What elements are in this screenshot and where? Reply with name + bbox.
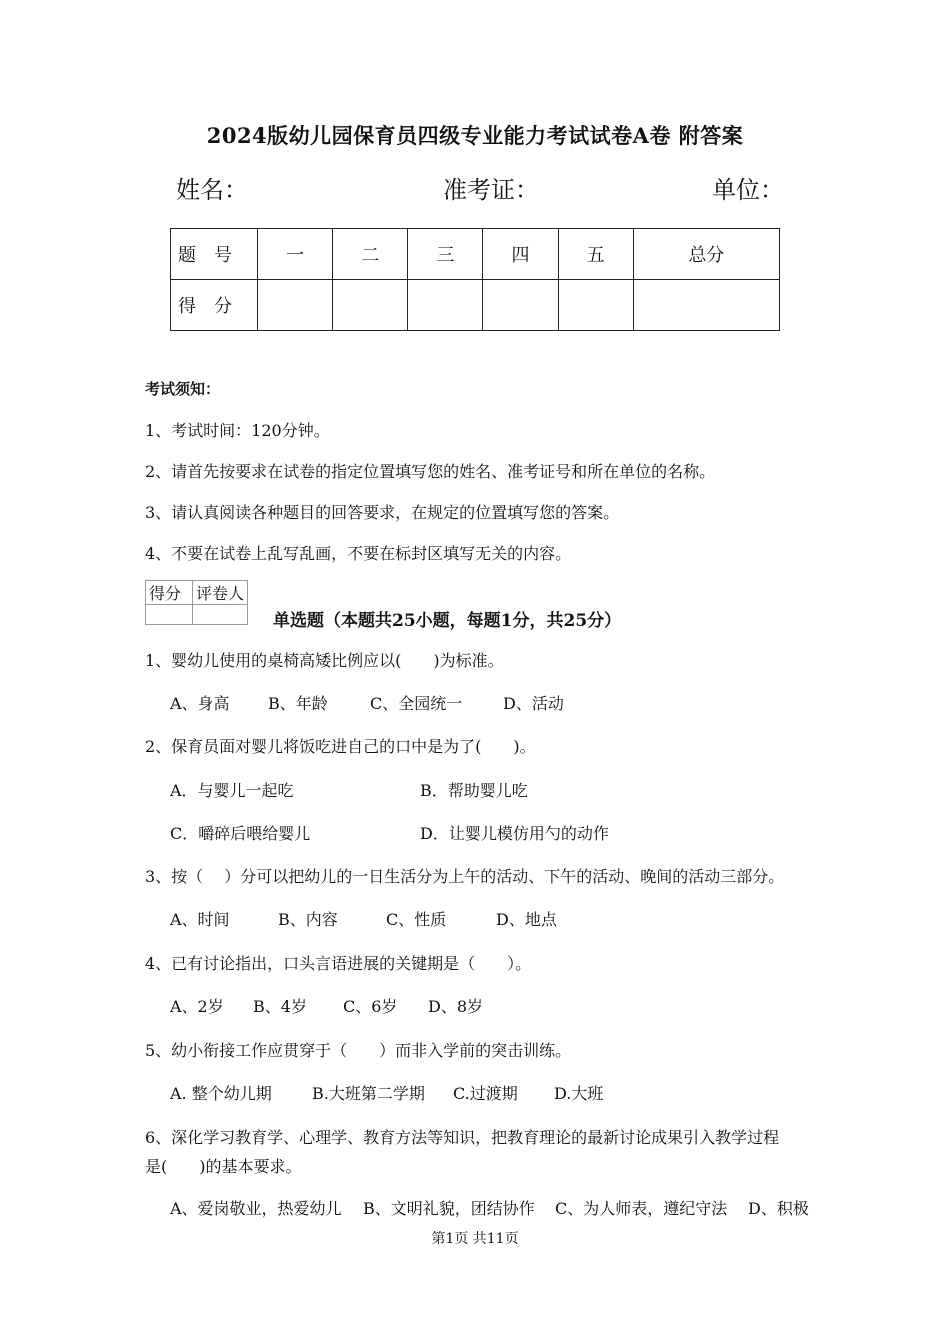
section-title: 单选题（本题共25小题，每题1分，共25分） [273,611,622,631]
question-stem: 4、已有讨论指出，口头言语进展的关键期是（ ）。 [145,954,532,973]
question-stem: 5、幼小衔接工作应贯穿于（ ）而非入学前的突击训练。 [145,1041,572,1060]
score-table-col: 三 [408,229,483,280]
question-option: C、为人师表，遵纪守法 [555,1199,728,1218]
question-option: C.过渡期 [453,1084,518,1103]
notice-item: 4、不要在试卷上乱写乱画，不要在标封区填写无关的内容。 [145,544,572,563]
score-table [170,228,780,331]
score-cell [333,280,408,331]
question-option: A、身高 [170,694,230,713]
page-title: 2024版幼儿园保育员四级专业能力考试试卷A卷 附答案 [206,123,744,148]
exam-id-label: 准考证： [443,176,539,204]
question-option: A、时间 [170,910,230,929]
question-option: B.大班第二学期 [312,1084,425,1103]
score-cell [258,280,333,331]
score-table-col-total: 总分 [633,229,779,280]
grader-score-cell [146,605,193,625]
question-stem: 6、深化学习教育学、心理学、教育方法等知识，把教育理论的最新讨论成果引入教学过程 [145,1128,780,1147]
question-option: A、2岁 [170,997,224,1016]
question-option: C．嚼碎后喂给婴儿 [170,824,311,843]
page-footer: 第1页 共11页 [431,1231,519,1247]
score-cell [558,280,633,331]
question-option: B、文明礼貌，团结协作 [363,1199,535,1218]
name-label: 姓名： [176,176,248,204]
question-option: D、活动 [503,694,564,713]
score-cell [633,280,779,331]
question-option: B、年龄 [268,694,328,713]
score-table-header-row [171,229,780,280]
grader-box [145,580,248,625]
score-cell [408,280,483,331]
score-table-col: 五 [558,229,633,280]
question-option: C、全园统一 [370,694,463,713]
question-option: D.大班 [554,1084,604,1103]
score-cell [483,280,558,331]
unit-label: 单位： [712,176,784,204]
question-stem: 1、婴幼儿使用的桌椅高矮比例应以( )为标准。 [145,651,504,670]
question-stem: 3、按（ ）分可以把幼儿的一日生活分为上午的活动、下午的活动、晚间的活动三部分。 [145,867,785,886]
question-stem: 2、保育员面对婴儿将饭吃进自己的口中是为了( )。 [145,737,536,756]
question-option: A．与婴儿一起吃 [170,781,294,800]
question-option: B、内容 [278,910,338,929]
notice-item: 3、请认真阅读各种题目的回答要求，在规定的位置填写您的答案。 [145,503,620,522]
question-stem-continued: 是( )的基本要求。 [145,1157,302,1176]
notice-heading: 考试须知： [145,380,221,398]
score-table-col: 四 [483,229,558,280]
grader-name-cell [193,605,248,625]
question-option: A、爱岗敬业，热爱幼儿 [170,1199,342,1218]
question-option: B、4岁 [253,997,307,1016]
score-table-col: 一 [258,229,333,280]
question-option: C、性质 [386,910,447,929]
question-option: D．让婴儿模仿用勺的动作 [420,824,609,843]
question-option: D、8岁 [428,997,484,1016]
question-option: B．帮助婴儿吃 [420,781,528,800]
question-option: D、地点 [496,910,557,929]
question-option: D、积极 [748,1199,809,1218]
score-table-score-row [171,280,780,331]
score-table-col: 二 [333,229,408,280]
grader-name-label: 评卷人 [193,581,248,605]
notice-item: 1、考试时间：120分钟。 [145,421,330,440]
question-option: A. 整个幼儿期 [170,1084,272,1103]
question-option: C、6岁 [343,997,398,1016]
score-table-header-label: 题号 [171,229,258,280]
grader-score-label: 得分 [146,581,193,605]
score-table-row-label: 得分 [171,280,258,331]
notice-item: 2、请首先按要求在试卷的指定位置填写您的姓名、准考证号和所在单位的名称。 [145,462,716,481]
